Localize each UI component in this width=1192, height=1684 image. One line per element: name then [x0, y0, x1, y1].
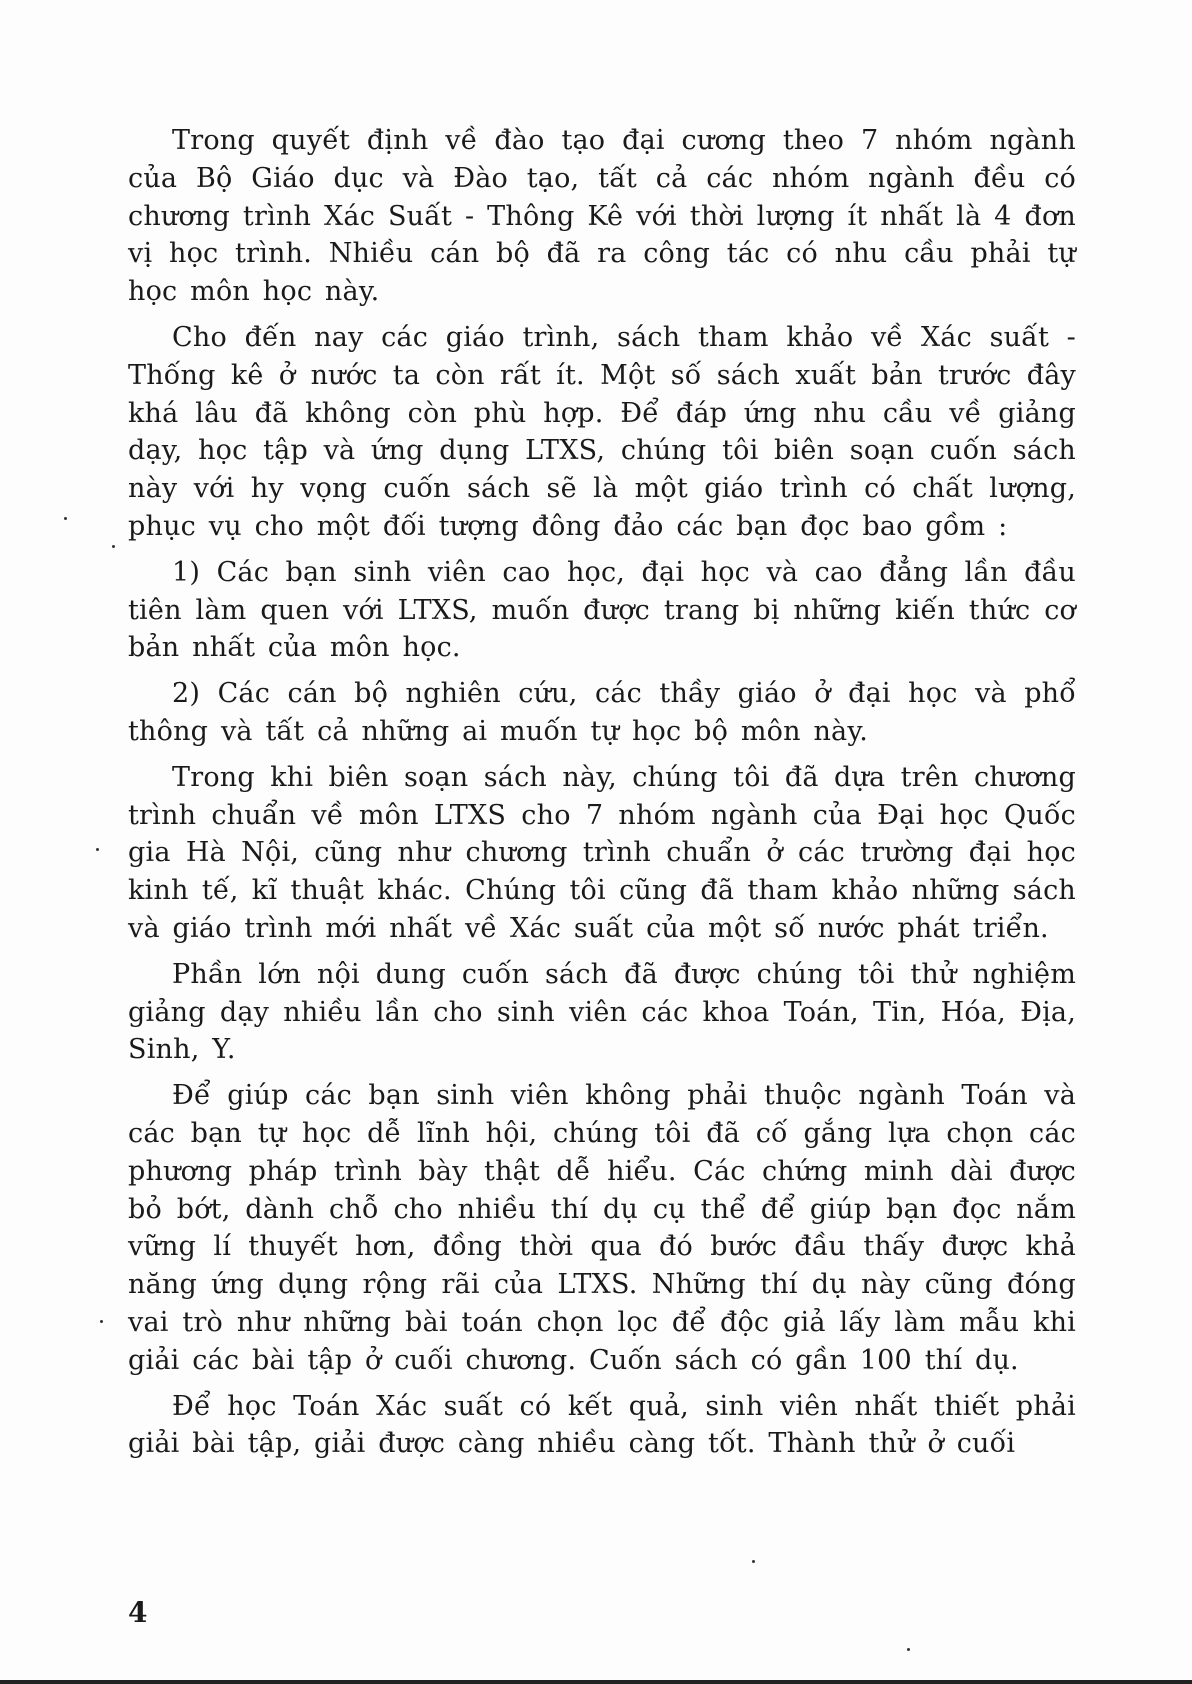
scan-speck — [907, 1648, 910, 1651]
paragraph-sources: Trong khi biên soạn sách này, chúng tôi đã dựa trên chương trình chuẩn về môn LTXS cho 7 nhóm ngành của Đại học Quốc gia Hà Nội, cũng như chương trình chuẩn ở các trường đại học kinh tế, kĩ thuật khác. Chúng tôi cũng đã tham khảo những sách và giáo trình mới nhất về Xác suất của một số nước phát triển. — [128, 761, 1076, 944]
paragraph-teaching-trials: Phần lớn nội dung cuốn sách đã được chúng tôi thử nghiệm giảng dạy nhiều lần cho sinh viên các khoa Toán, Tin, Hóa, Địa, Sinh, Y. — [128, 958, 1076, 1066]
scan-speck — [96, 848, 99, 851]
body-text — [128, 122, 1076, 1471]
paragraph-audience-researchers: 2) Các cán bộ nghiên cứu, các thầy giáo ở đại học và phổ thông và tất cả những ai muốn tự học bộ môn này. — [128, 678, 1076, 747]
paragraph-audience-students: 1) Các bạn sinh viên cao học, đại học và cao đẳng lần đầu tiên làm quen với LTXS, muốn được trang bị những kiến thức cơ bản nhất của môn học. — [128, 556, 1076, 664]
scan-speck — [752, 1560, 755, 1563]
scan-speck — [100, 1320, 103, 1323]
paragraph-existing-textbooks: Cho đến nay các giáo trình, sách tham khảo về Xác suất - Thống kê ở nước ta còn rất ít. Một số sách xuất bản trước đây khá lâu đã không còn phù hợp. Để đáp ứng nhu cầu về giảng dạy, học tập và ứng dụng LTXS, chúng tôi biên soạn cuốn sách này với hy vọng cuốn sách sẽ là một giáo trình có chất lượng, phục vụ cho một đối tượng đông đảo các bạn đọc bao gồm : — [128, 321, 1076, 542]
scan-edge-line — [0, 1680, 1192, 1684]
paragraph-curriculum-decision: Trong quyết định về đào tạo đại cương theo 7 nhóm ngành của Bộ Giáo dục và Đào tạo, tất cả các nhóm ngành đều có chương trình Xác Suất - Thông Kê với thời lượng ít nhất là 4 đơn vị học trình. Nhiều cán bộ đã ra công tác có nhu cầu phải tự học môn học này. — [128, 125, 1076, 308]
scan-speck — [112, 545, 115, 548]
paragraph-presentation-method: Để giúp các bạn sinh viên không phải thuộc ngành Toán và các bạn tự học dễ lĩnh hội, chúng tôi đã cố gắng lựa chọn các phương pháp trình bày thật dễ hiểu. Các chứng minh dài được bỏ bớt, dành chỗ cho nhiều thí dụ cụ thể để giúp bạn đọc nắm vững lí thuyết hơn, đồng thời qua đó bước đầu thấy được khả năng ứng dụng rộng rãi của LTXS. Những thí dụ này cũng đóng vai trò như những bài toán chọn lọc để độc giả lấy làm mẫu khi giải các bài tập ở cuối chương. Cuốn sách có gần 100 thí dụ. — [128, 1080, 1076, 1376]
page-number: 4 — [128, 1596, 148, 1629]
paragraph-exercises: Để học Toán Xác suất có kết quả, sinh viên nhất thiết phải giải bài tập, giải được càng nhiều càng tốt. Thành thử ở cuối — [128, 1390, 1076, 1460]
scan-speck — [64, 517, 67, 520]
